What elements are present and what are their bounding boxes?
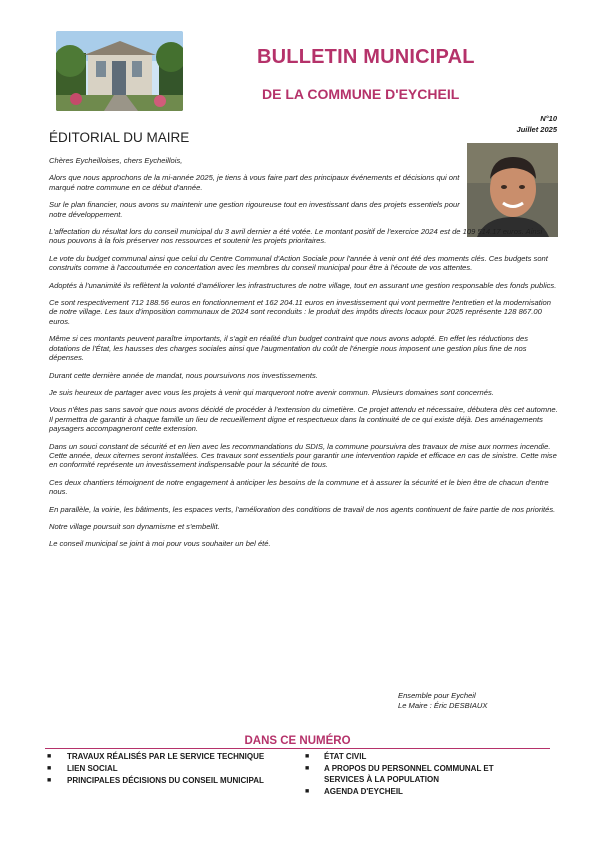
bullet-icon: ■ (47, 753, 52, 760)
contents-item: ■ LIEN SOCIAL (47, 764, 118, 773)
editorial-paragraph: Adoptés à l'unanimité ils reflètent la volonté d'améliorer les infrastructures de notre village, tout en assurant une gestion responsable des fonds publics. (49, 280, 557, 290)
editorial-paragraph: Alors que nous approchons de la mi-année 2025, je tiens à vous faire part des principaux événements et décisions qui ont marqué notre commune en ce début d'année. (49, 173, 460, 192)
bulletin-subtitle: DE LA COMMUNE D'EYCHEIL (262, 86, 460, 102)
contents-item: ■ ÉTAT CIVIL (305, 752, 367, 761)
editorial-paragraph: L'affectation du résultat lors du conseil municipal du 3 avril dernier a été votée. Le montant positif de l'exercice 2024 est de 109 514.17 euros. Ainsi nous pouvons à la fois préserver nos ressources et soutenir les projets prioritaires. (49, 227, 543, 246)
signature-mayor: Le Maire : Éric DESBIAUX (398, 701, 488, 710)
editorial-paragraph: En parallèle, la voirie, les bâtiments, les espaces verts, l'amélioration des conditions de travail de nos agents continuent de faire partie de nos priorités. (49, 504, 556, 514)
editorial-paragraph: Vous n'êtes pas sans savoir que nous avons décidé de procéder à l'extension du cimetière. Ce projet attendu et nécessaire, débutera dès cet automne. Il permettra de garantir à chaque famille un lieu de recueillement digne et respectueux dans la continuité de ce qui existe déjà. Des aménagements paysagers accompagneront cette extension. (49, 405, 558, 434)
contents-divider (45, 748, 550, 749)
editorial-paragraph: Le conseil municipal se joint à moi pour vous souhaiter un bel été. (49, 539, 271, 549)
bullet-icon: ■ (305, 765, 310, 772)
editorial-paragraph: Dans un souci constant de sécurité et en lien avec les recommandations du SDIS, la commune poursuivra des travaux de mise aux normes incendie. Cette année, deux citernes seront installées. Ces travaux sont essentiels pour garantir une intervention rapide et efficace en cas de sinistre. Cette mise en conformité représente un investissement indispensable pour la sécurité de tous. (49, 441, 557, 470)
greeting: Chères Eycheilloises, chers Eycheillois, (49, 156, 183, 165)
editorial-paragraph: Durant cette dernière année de mandat, nous poursuivons nos investissements. (49, 370, 318, 380)
contents-item: ■ TRAVAUX RÉALISÉS PAR LE SERVICE TECHNIQUE (47, 752, 265, 761)
editorial-paragraph: Ces deux chantiers témoignent de notre engagement à anticiper les besoins de la commune et à assurer la sécurité et le bien être de chacun d'entre nous. (49, 477, 549, 497)
editorial-paragraph: Même si ces montants peuvent paraître importants, il s'agit en réalité d'un budget contraint que nous avons adopté. En effet les réductions des dotations de l'État, les hausses des charges sociales ainsi que l'augmentation du coût de l'énergie nous imposent une gestion plus fine de nos dépenses. (49, 334, 529, 363)
editorial-body (49, 156, 559, 557)
signature-group: Ensemble pour Eycheil (398, 691, 476, 700)
editorial-paragraph: Le vote du budget communal ainsi que celui du Centre Communal d'Action Sociale pour l'année à venir ont été des moments clés. Ces budgets sont construits comme à l'accoutumée en concertation avec les membres du conseil municipal pour être à l'écoute de vos attentes. (49, 253, 548, 273)
contents-item: ■ A PROPOS DU PERSONNEL COMMUNAL ET SERVICES À LA POPULATION (305, 764, 494, 784)
editorial-heading: ÉDITORIAL DU MAIRE (49, 130, 190, 145)
contents-list-right (305, 751, 535, 798)
bullet-icon: ■ (47, 777, 52, 784)
issue-date: Juillet 2025 (516, 125, 557, 134)
contents-item: ■ PRINCIPALES DÉCISIONS DU CONSEIL MUNICIPAL (47, 776, 264, 785)
bulletin-title: BULLETIN MUNICIPAL (257, 46, 475, 68)
editorial-paragraph: Sur le plan financier, nous avons su maintenir une gestion rigoureuse tout en investissant dans des projets essentiels pour notre développement. (49, 200, 460, 219)
contents-list-left (44, 751, 289, 787)
issue-info (497, 113, 557, 135)
editorial-paragraph: Notre village poursuit son dynamisme et s'embellit. (49, 521, 220, 531)
contents-item: ■ AGENDA D'EYCHEIL (305, 787, 403, 796)
contents-heading: DANS CE NUMÉRO (244, 735, 351, 747)
editorial-paragraph: Ce sont respectivement 712 188.56 euros en fonctionnement et 162 204.11 euros en investissement qui vont permettre l'entretien et la modernisation de notre village. Les taux d'imposition communaux de 2024 sont reconduits : le produit des impôts directs locaux pour 2025 représente 128 867.00 euros. (49, 298, 551, 326)
town-hall-photo (56, 31, 183, 111)
signature (398, 691, 487, 711)
bullet-icon: ■ (305, 788, 310, 795)
bullet-icon: ■ (305, 753, 310, 760)
bullet-icon: ■ (47, 765, 52, 772)
issue-number: N°10 (540, 114, 557, 123)
editorial-paragraph: Je suis heureux de partager avec vous les projets à venir qui marqueront notre avenir commun. Plusieurs domaines sont concernés. (49, 387, 494, 397)
